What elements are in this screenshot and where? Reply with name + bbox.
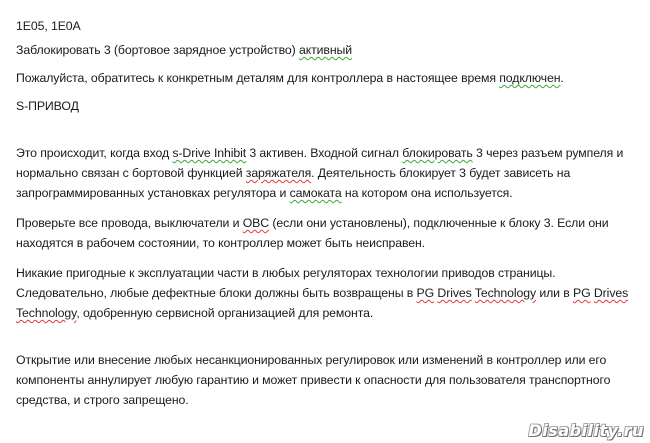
p4-text: Открытие или внесение любых несанкционированных регулировок или изменений в контроллер или его компоненты аннулирует любую гарантию и может привести к опасности для пользователя транспортного средства, и строго запрещено. bbox=[16, 353, 611, 407]
inhibit-line bbox=[16, 40, 640, 60]
p3-technology-2: Technology bbox=[16, 306, 77, 320]
inhibit-line-active-word: активный bbox=[298, 43, 353, 57]
p2-text-c: (если они установлены), подключенные к блоку 3. Если они находятся в рабочем состоянии, то контроллер может быть неисправен. bbox=[16, 216, 609, 250]
p3-drives-2: Drives bbox=[593, 286, 629, 300]
section-title bbox=[16, 96, 640, 116]
p3-text-g: или в bbox=[536, 286, 573, 300]
p2-obc-word: OBC bbox=[242, 216, 270, 230]
p1-sdrive-inhibit: s-Drive Inhibit bbox=[172, 146, 247, 160]
paragraph-no-serviceable-parts bbox=[16, 263, 640, 323]
error-codes-text: 1E05, 1E0A bbox=[16, 19, 81, 33]
p1-block-word: блокировать bbox=[402, 146, 473, 160]
p3-technology-1: Technology bbox=[474, 286, 536, 300]
paragraph-check-wiring bbox=[16, 213, 640, 253]
p1-scooter-word: самоката bbox=[289, 186, 342, 200]
paragraph-inhibit-description bbox=[16, 143, 640, 203]
inhibit-line-text: Заблокировать 3 (бортовое зарядное устройство) bbox=[16, 43, 299, 57]
p1-text-a: Это происходит, когда вход bbox=[16, 146, 173, 160]
p3-pg-2: PG bbox=[573, 286, 591, 300]
section-title-text: S-ПРИВОД bbox=[16, 99, 79, 113]
p3-text-a: Никакие пригодные к эксплуатации части в любых регуляторах технологии приводов страницы. Следовательно, любые дефектные блоки должны быть возвращены в bbox=[16, 266, 556, 300]
refer-line-connected-word: подключен bbox=[499, 71, 561, 85]
refer-line-end: . bbox=[560, 71, 564, 85]
refer-line bbox=[16, 68, 640, 88]
p3-pg-1: PG bbox=[416, 286, 435, 300]
p2-text-a: Проверьте все провода, выключатели и bbox=[16, 216, 243, 230]
p1-text-g: . Деятельность блокирует 3 будет зависеть на запрограммированных установках регулятора и bbox=[16, 166, 571, 200]
p1-text-i: на котором она используется. bbox=[341, 186, 513, 200]
p1-text-c: 3 активен. Входной сигнал bbox=[246, 146, 403, 160]
p3-text-m: , одобренную сервисной организацией для ремонта. bbox=[76, 306, 374, 320]
refer-line-text: Пожалуйста, обратитесь к конкретным деталям для контроллера в настоящее время bbox=[16, 71, 500, 85]
error-codes bbox=[16, 16, 640, 36]
p3-drives-1: Drives bbox=[437, 286, 472, 300]
paragraph-warranty-warning bbox=[16, 350, 640, 410]
p1-text-e: 3 через разъем румпеля и нормально связан с бортовой функцией bbox=[16, 146, 624, 180]
watermark-logo: Disability.ru bbox=[528, 421, 644, 440]
p1-charger-word: заряжателя bbox=[245, 166, 312, 180]
